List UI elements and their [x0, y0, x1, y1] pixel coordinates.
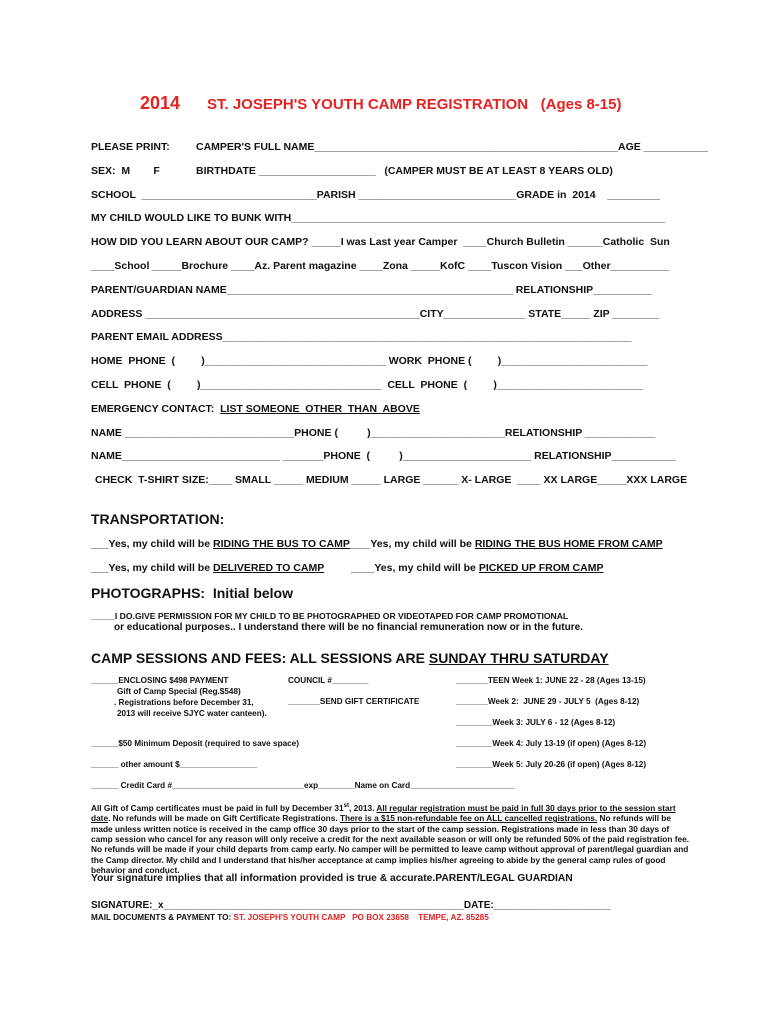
picked-up-option[interactable]: ____Yes, my child will be PICKED UP FROM CAMP [351, 562, 604, 574]
guardian-name-line[interactable]: PARENT/GUARDIAN NAME_________________________________________________ RELATIONSHIP__________ [91, 284, 652, 296]
terms-paragraph: All Gift of Camp certificates must be paid in full by December 31st, 2013. All regular registration must be paid in full 30 days prior to the session start date. No refunds will be made on Gift Certificate Registrations. There is a $15 non-refundable fee on ALL cancelled registrations. No refunds will be made unless written notice is received in the camp office 30 days prior to the start of the camp session. Registrations made in less than 30 days of camp session who cancel for any reason will only receive a credit for the next available season or will only be refunded 50% of the paid registration fee. No refunds will be made if your child departs from camp early. No camper will be permitted to leave camp without approval of parent/legal guardian and the Camp director. My child and I understand that his/her acceptance at camp implies his/her agreeing to abide by the general camp rules of good behavior and conduct. [91, 802, 690, 876]
transportation-heading: TRANSPORTATION: [91, 511, 225, 527]
sessions-heading: CAMP SESSIONS AND FEES: ALL SESSIONS ARE SUNDAY THRU SATURDAY [91, 650, 609, 666]
credit-card-line[interactable]: ______ Credit Card #_____________________________exp________Name on Card_______________________ [91, 781, 515, 790]
learn-about-camp-line[interactable]: HOW DID YOU LEARN ABOUT OUR CAMP? _____I was Last year Camper ____Church Bulletin ______Catholic Sun [91, 236, 670, 248]
camper-name-age-line[interactable]: CAMPER'S FULL NAME____________________________________________________AGE ___________ [196, 141, 708, 153]
signature-implies-text: Your signature implies that all information provided is true & accurate.PARENT/LEGAL GUARDIAN [91, 873, 573, 884]
other-amount-line[interactable]: ______ other amount $_________________ [91, 760, 258, 769]
birthdate-line[interactable]: BIRTHDATE ____________________ (CAMPER MUST BE AT LEAST 8 YEARS OLD) [196, 165, 613, 177]
emergency-label: EMERGENCY CONTACT: [91, 403, 221, 415]
signature-date-line[interactable]: SIGNATURE:_x______________________________________________________DATE:_____________________ [91, 900, 611, 911]
week-3-option[interactable]: ________Week 3: JULY 6 - 12 (Ages 8-12) [456, 718, 616, 727]
bus-home-option[interactable]: ____Yes, my child will be RIDING THE BUS HOME FROM CAMP [347, 538, 663, 550]
photographs-heading: PHOTOGRAPHS: Initial below [91, 585, 293, 601]
delivered-option[interactable]: ___Yes, my child will be DELIVERED TO CAMP [91, 562, 325, 574]
week-2-option[interactable]: _______Week 2: JUNE 29 - JULY 5 (Ages 8-12) [456, 697, 640, 706]
please-print-label: PLEASE PRINT: [91, 141, 170, 153]
gift-special-text: Gift of Camp Special (Reg.$548) [117, 687, 241, 696]
minimum-deposit-line[interactable]: ______$50 Minimum Deposit (required to save space) [91, 739, 299, 748]
week-4-option[interactable]: ________Week 4: July 13-19 (if open) (Ages 8-12) [456, 739, 647, 748]
tshirt-size-line[interactable]: CHECK T-SHIRT SIZE:____ SMALL _____ MEDIUM _____ LARGE ______ X- LARGE ____ XX LARGE_____XXX LARGE [95, 474, 688, 486]
year: 2014 [140, 93, 181, 113]
parent-email-line[interactable]: PARENT EMAIL ADDRESS______________________________________________________________________ [91, 331, 632, 343]
mail-address: ST. JOSEPH'S YOUTH CAMP PO BOX 23658 TEMPE, AZ. 85285 [233, 913, 489, 922]
emergency-name-1-line[interactable]: NAME _____________________________PHONE ( )_______________________RELATIONSHIP ____________ [91, 427, 656, 439]
council-number-line[interactable]: COUNCIL #________ [288, 676, 369, 685]
enclosing-payment-line[interactable]: ______ENCLOSING $498 PAYMENT [91, 676, 229, 685]
school-parish-grade-line[interactable]: SCHOOL ______________________________PARISH ___________________________GRADE in 2014 _________ [91, 189, 660, 201]
teen-week-1-option[interactable]: _______TEEN Week 1: JUNE 22 - 28 (Ages 13-15) [456, 676, 646, 685]
gift-registration-text: . Registrations before December 31, [114, 698, 254, 707]
sex-field[interactable]: SEX: M F [91, 165, 160, 177]
emergency-contact-heading [91, 403, 420, 415]
mail-to-line: MAIL DOCUMENTS & PAYMENT TO: ST. JOSEPH'S YOUTH CAMP PO BOX 23658 TEMPE, AZ. 85285 [91, 913, 489, 922]
address-line[interactable]: ADDRESS _______________________________________________CITY______________ STATE_____ ZIP ________ [91, 308, 660, 320]
photo-permission-line-2: or educational purposes.. I understand there will be no financial remuneration now or in the future. [114, 622, 583, 633]
bunk-with-line[interactable]: MY CHILD WOULD LIKE TO BUNK WITH________________________________________________________________ [91, 212, 665, 224]
learn-sources-line[interactable]: ____School _____Brochure ____Az. Parent magazine ____Zona _____KofC ____Tuscon Vision ___Other__________ [91, 260, 669, 272]
week-5-option[interactable]: ________Week 5: July 20-26 (if open) (Ages 8-12) [456, 760, 647, 769]
page-title: ST. JOSEPH'S YOUTH CAMP REGISTRATION (Ages 8-15) [207, 96, 622, 113]
send-gift-certificate-line[interactable]: _______SEND GIFT CERTIFICATE [288, 697, 420, 706]
bus-to-camp-option[interactable]: ___Yes, my child will be RIDING THE BUS TO CAMP [91, 538, 350, 550]
emergency-note: LIST SOMEONE OTHER THAN ABOVE [220, 403, 420, 415]
emergency-name-2-line[interactable]: NAME___________________________ _______PHONE ( )______________________ RELATIONSHIP___________ [91, 450, 676, 462]
gift-canteen-text: 2013 will receive SJYC water canteen). [117, 709, 267, 718]
home-work-phone-line[interactable]: HOME PHONE ( )_______________________________ WORK PHONE ( )_________________________ [91, 355, 648, 367]
cell-phone-line[interactable]: CELL PHONE ( )_______________________________ CELL PHONE ( )_________________________ [91, 379, 643, 391]
photo-permission-line[interactable]: _____I DO.GIVE PERMISSION FOR MY CHILD TO BE PHOTOGRAPHED OR VIDEOTAPED FOR CAMP PROMOTIONAL [91, 611, 569, 621]
